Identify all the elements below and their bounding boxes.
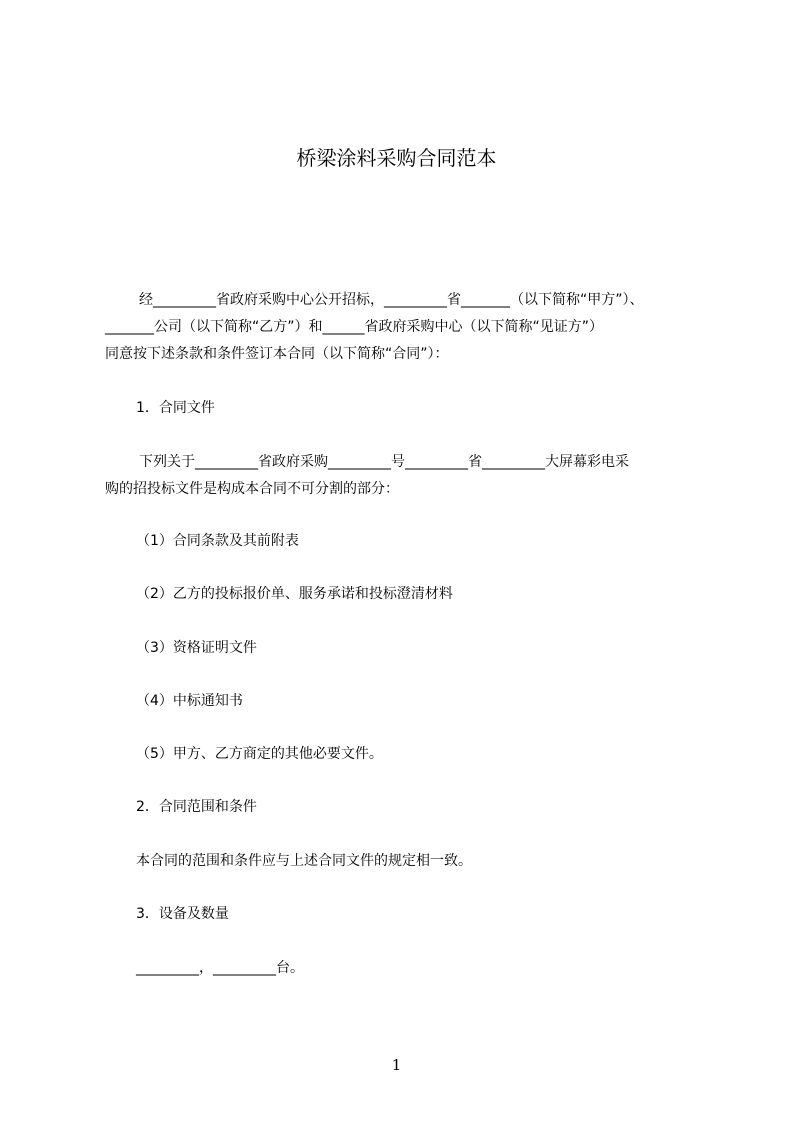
section-1-item-3: （3）资格证明文件	[136, 640, 257, 656]
section-3-heading: 3．设备及数量	[136, 906, 229, 922]
section-3-body: _________，_________台。	[136, 960, 304, 976]
section-1-item-4: （4）中标通知书	[136, 693, 243, 709]
section-1-body-line-2: 购的招投标文件是构成本合同不可分割的部分：	[105, 481, 399, 497]
section-2-heading: 2．合同范围和条件	[136, 799, 257, 815]
section-1-item-2: （2）乙方的投标报价单、服务承诺和投标澄清材料	[136, 586, 453, 602]
intro-line-3: 同意按下述条款和条件签订本合同（以下简称“合同”）：	[105, 346, 449, 362]
page-number: 1	[391, 1056, 402, 1074]
section-1-item-1: （1）合同条款及其前附表	[136, 533, 299, 549]
section-2-body: 本合同的范围和条件应与上述合同文件的规定相一致。	[136, 853, 472, 869]
section-1-heading: 1．合同文件	[136, 400, 215, 416]
intro-line-1: 经_________省政府采购中心公开招标，_________省_______（以下简称“甲方”）、	[139, 292, 644, 308]
document-title: 桥梁涂料采购合同范本	[296, 146, 497, 170]
section-1-item-5: （5）甲方、乙方商定的其他必要文件。	[136, 746, 383, 762]
intro-line-2: _______公司（以下简称“乙方”）和______省政府采购中心（以下简称“见证方”）	[105, 319, 604, 335]
section-1-body-line-1: 下列关于_________省政府采购_________号_________省_________大屏幕彩电采	[139, 454, 629, 470]
